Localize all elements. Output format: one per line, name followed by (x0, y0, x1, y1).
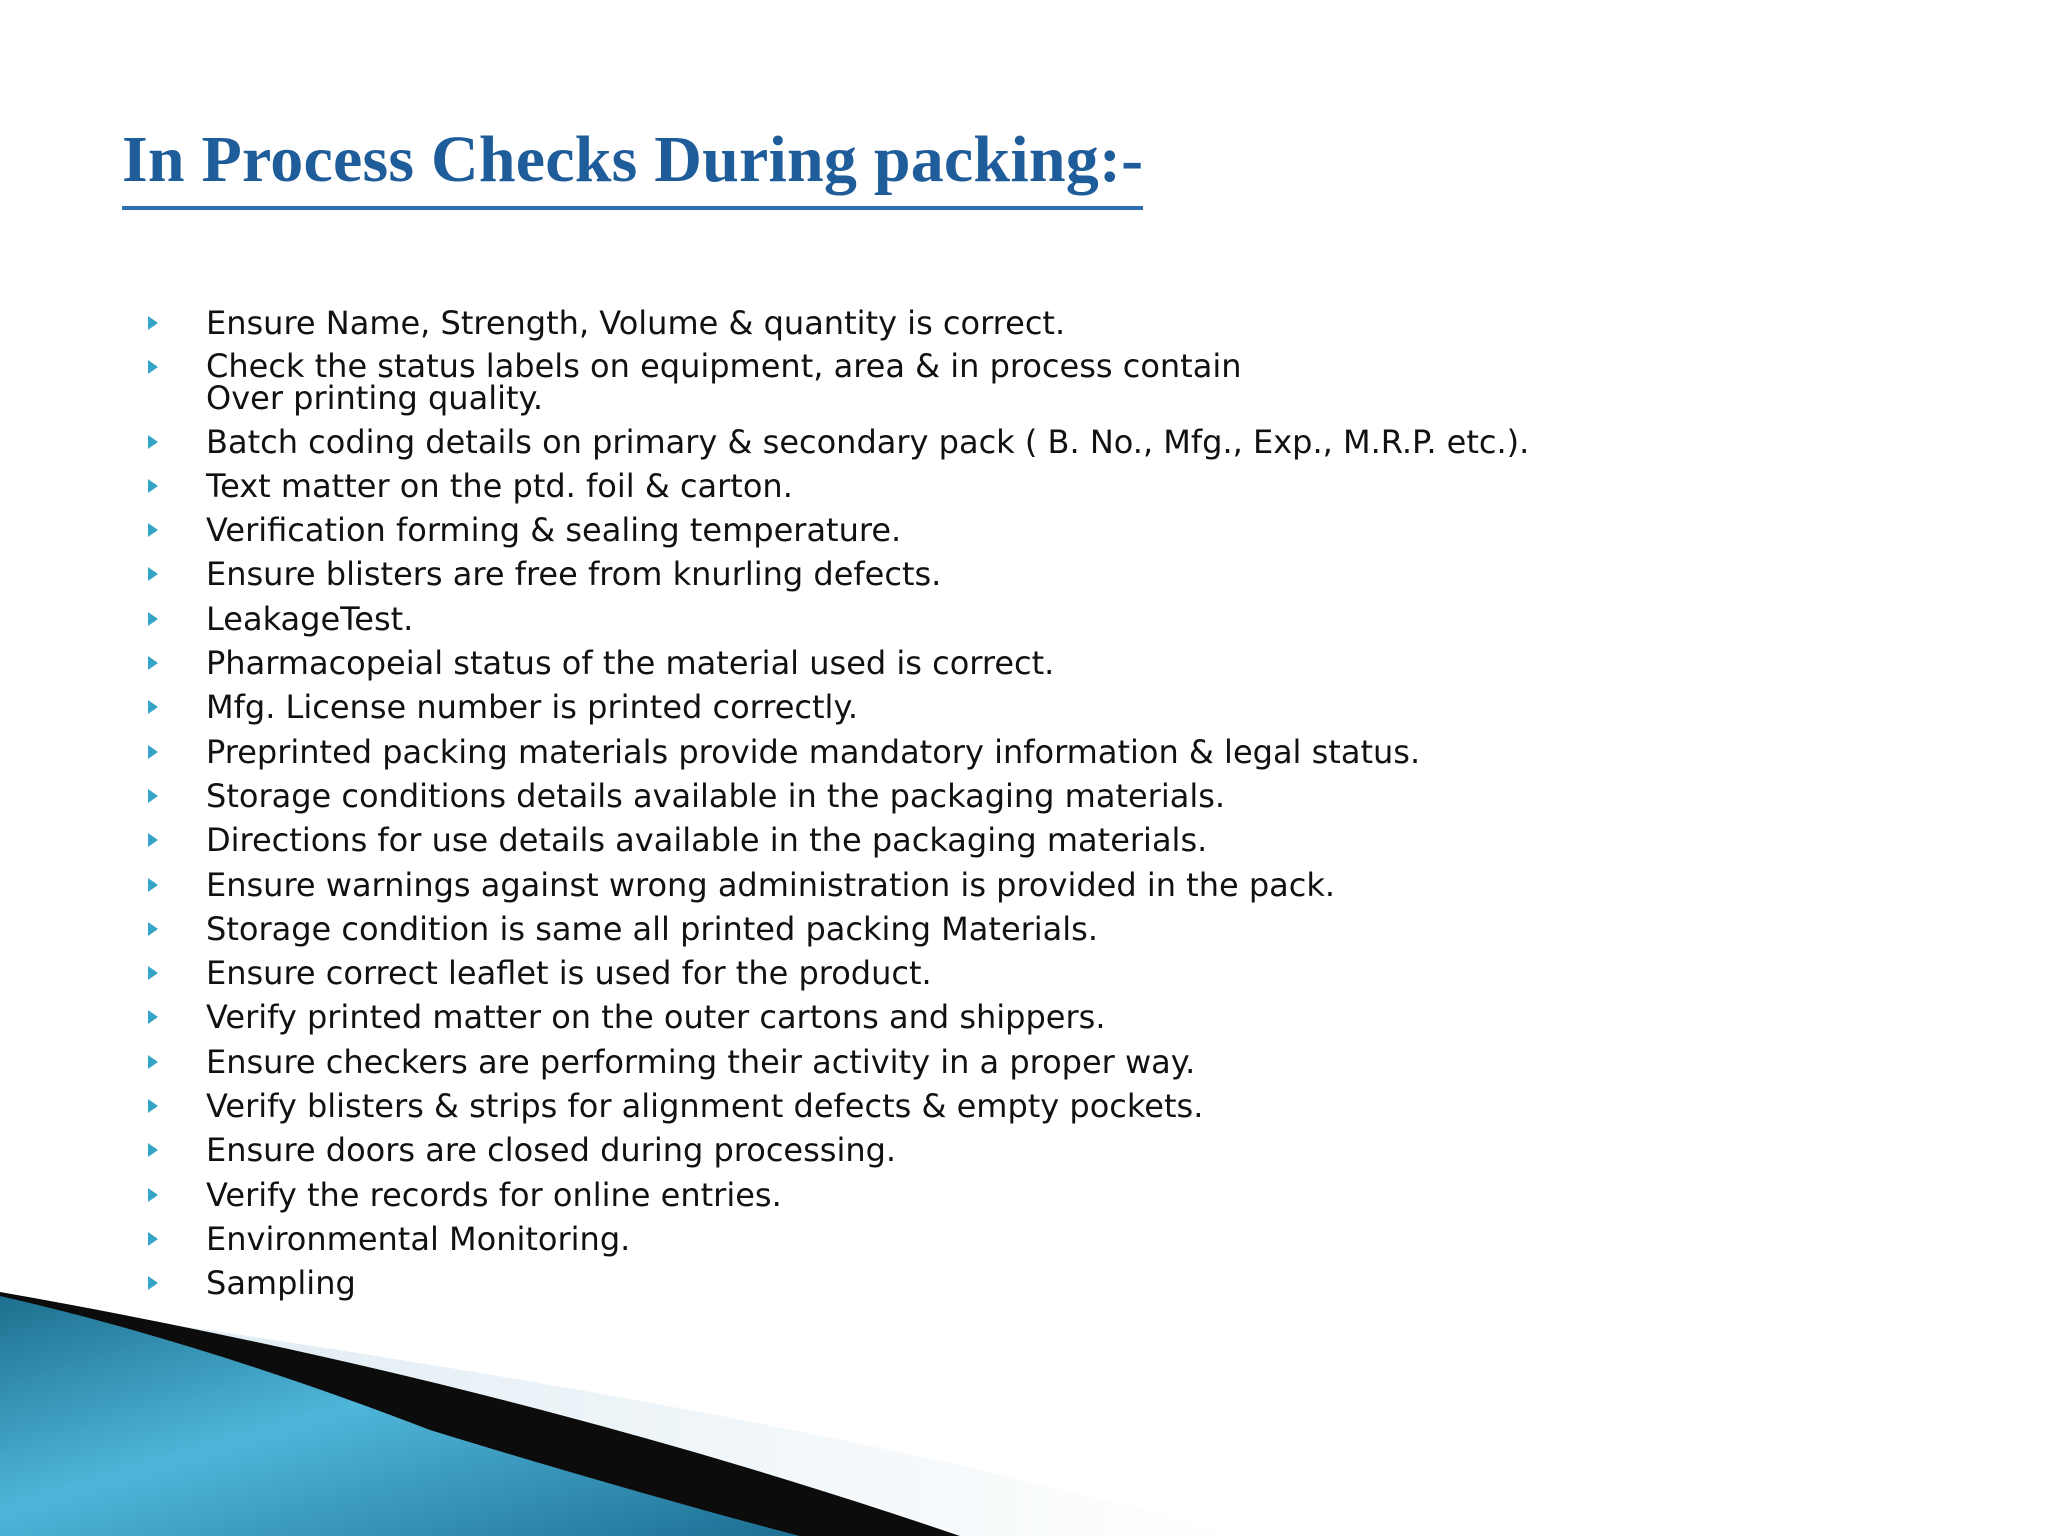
list-item (148, 688, 1848, 727)
list-item-text: Storage condition is same all printed packing Materials. (206, 909, 1099, 948)
list-item-text: Environmental Monitoring. (206, 1219, 631, 1258)
slide-title: In Process Checks During packing:- (122, 114, 1143, 210)
list-item (148, 954, 1848, 993)
triangle-right-icon (148, 823, 206, 857)
list-item-text: Sampling (206, 1264, 356, 1303)
triangle-right-icon (148, 735, 206, 769)
list-item (148, 1042, 1848, 1081)
list-item-text: Verify printed matter on the outer cartons and shippers. (206, 998, 1106, 1037)
list-item (148, 422, 1848, 461)
list-item (148, 909, 1848, 948)
list-item (148, 644, 1848, 683)
list-item (148, 466, 1848, 505)
list-item (148, 347, 1848, 418)
triangle-right-icon (148, 690, 206, 724)
list-item-text: Ensure correct leaflet is used for the product. (206, 954, 932, 993)
triangle-right-icon (148, 1045, 206, 1079)
list-item (148, 511, 1848, 550)
list-item (148, 1219, 1848, 1258)
list-item (148, 1087, 1848, 1126)
list-item (148, 998, 1848, 1037)
list-item-text: Ensure warnings against wrong administration is provided in the pack. (206, 865, 1336, 904)
list-item-text: Batch coding details on primary & secondary pack ( B. No., Mfg., Exp., M.R.P. etc.). (206, 422, 1530, 461)
list-item (148, 1264, 1848, 1303)
list-item-text: Mfg. License number is printed correctly. (206, 688, 858, 727)
list-item (148, 776, 1848, 815)
list-item-text: Ensure doors are closed during processing. (206, 1131, 897, 1170)
list-item-text: Check the status labels on equipment, area & in process contain Over printing quality. (206, 347, 1242, 418)
list-item-text: Directions for use details available in the packaging materials. (206, 821, 1208, 860)
list-item (148, 306, 1848, 340)
list-item-text: Ensure Name, Strength, Volume & quantity is correct. (206, 304, 1066, 342)
triangle-right-icon (148, 602, 206, 636)
list-item (148, 555, 1848, 594)
triangle-right-icon (148, 306, 206, 340)
triangle-right-icon (148, 956, 206, 990)
triangle-right-icon (148, 469, 206, 503)
triangle-right-icon (148, 1089, 206, 1123)
list-item (148, 599, 1848, 638)
list-item-text: LeakageTest. (206, 599, 414, 638)
triangle-right-icon (148, 1133, 206, 1167)
list-item (148, 865, 1848, 904)
triangle-right-icon (148, 350, 206, 384)
triangle-right-icon (148, 557, 206, 591)
list-item-text: Text matter on the ptd. foil & carton. (206, 466, 793, 505)
list-item-text: Verification forming & sealing temperature. (206, 511, 902, 550)
triangle-right-icon (148, 1222, 206, 1256)
list-item-text: Verify blisters & strips for alignment defects & empty pockets. (206, 1087, 1204, 1126)
triangle-right-icon (148, 1266, 206, 1300)
list-item-text: Verify the records for online entries. (206, 1175, 782, 1214)
triangle-right-icon (148, 646, 206, 680)
triangle-right-icon (148, 513, 206, 547)
list-item-text: Pharmacopeial status of the material used is correct. (206, 644, 1055, 683)
triangle-right-icon (148, 425, 206, 459)
triangle-right-icon (148, 1000, 206, 1034)
list-item (148, 732, 1848, 771)
triangle-right-icon (148, 912, 206, 946)
triangle-right-icon (148, 1178, 206, 1212)
triangle-right-icon (148, 868, 206, 902)
list-item (148, 1175, 1848, 1214)
list-item (148, 1131, 1848, 1170)
list-item-text: Ensure blisters are free from knurling defects. (206, 555, 942, 594)
list-item-text: Ensure checkers are performing their activity in a proper way. (206, 1042, 1196, 1081)
checklist (148, 306, 1848, 1311)
list-item-text: Preprinted packing materials provide mandatory information & legal status. (206, 732, 1421, 771)
list-item-text: Storage conditions details available in the packaging materials. (206, 776, 1226, 815)
triangle-right-icon (148, 779, 206, 813)
list-item (148, 821, 1848, 860)
